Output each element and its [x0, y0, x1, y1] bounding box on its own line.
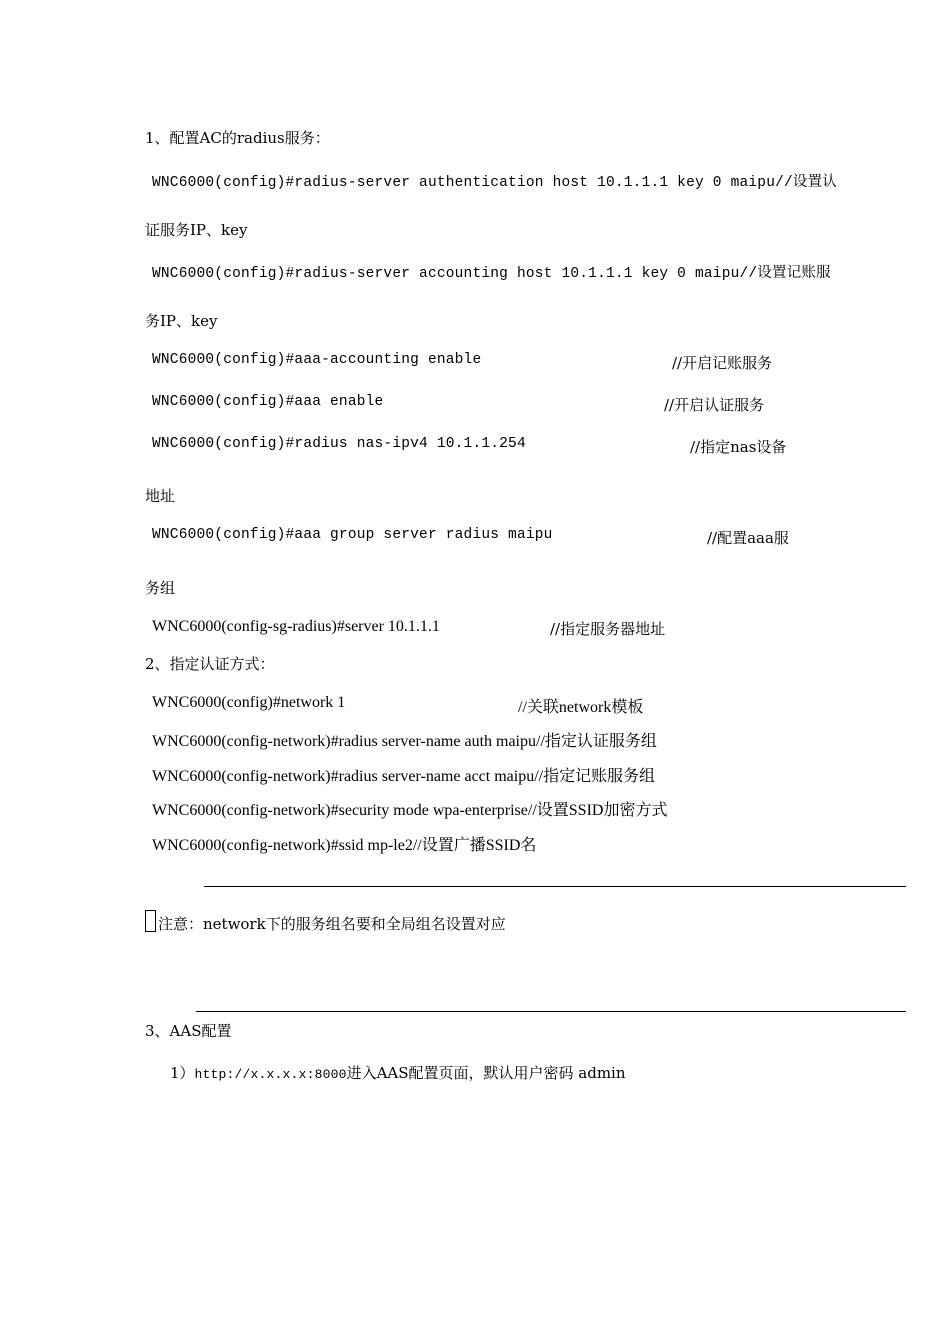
config-comment: //配置aaa服	[707, 529, 789, 547]
note-box-icon	[145, 910, 156, 932]
step-number: 1）	[170, 1064, 195, 1082]
config-command-continuation: 务IP、key	[145, 312, 218, 330]
section-3-heading: 3、AAS配置	[145, 1022, 232, 1040]
config-command-line: WNC6000(config-network)#radius server-name auth maipu//指定认证服务组	[152, 733, 657, 750]
aas-step-1	[170, 1062, 626, 1083]
note-line	[145, 910, 506, 934]
config-comment: //开启认证服务	[664, 396, 765, 414]
config-command-line: WNC6000(config-network)#ssid mp-le2//设置广播SSID名	[152, 837, 537, 854]
config-command-continuation: 证服务IP、key	[145, 221, 248, 239]
config-command-line: WNC6000(config)#radius-server authentication host 10.1.1.1 key 0 maipu//设置认	[152, 175, 838, 191]
config-command-line: WNC6000(config-network)#security mode wpa-enterprise//设置SSID加密方式	[152, 802, 668, 819]
section-2-heading: 2、指定认证方式：	[145, 655, 275, 673]
step-text: 进入AAS配置页面，默认用户密码 admin	[346, 1064, 626, 1082]
note-top-rule	[204, 886, 906, 887]
section-1-heading: 1、配置AC的radius服务：	[145, 129, 330, 147]
note-text: 注意：network下的服务组名要和全局组名设置对应	[158, 915, 506, 933]
config-command-line: WNC6000(config)#radius-server accounting host 10.1.1.1 key 0 maipu//设置记账服	[152, 266, 831, 282]
note-bottom-rule	[196, 1011, 906, 1012]
config-command-line: WNC6000(config)#network 1	[152, 694, 346, 711]
config-command-continuation: 地址	[145, 487, 176, 505]
config-comment: //开启记账服务	[672, 354, 773, 372]
config-command-continuation: 务组	[145, 579, 176, 597]
config-comment: //指定服务器地址	[550, 620, 666, 638]
config-comment: //指定nas设备	[690, 438, 787, 456]
config-command-line: WNC6000(config)#radius nas-ipv4 10.1.1.254	[152, 436, 526, 452]
aas-url: http://x.x.x.x:8000	[194, 1067, 347, 1082]
config-command-line: WNC6000(config)#aaa group server radius maipu	[152, 527, 553, 543]
config-command-line: WNC6000(config)#aaa-accounting enable	[152, 352, 482, 368]
config-command-line: WNC6000(config)#aaa enable	[152, 394, 384, 410]
config-comment: //关联network模板	[518, 699, 644, 716]
config-command-line: WNC6000(config-network)#radius server-name acct maipu//指定记账服务组	[152, 768, 656, 785]
config-command-line: WNC6000(config-sg-radius)#server 10.1.1.1	[152, 618, 440, 635]
